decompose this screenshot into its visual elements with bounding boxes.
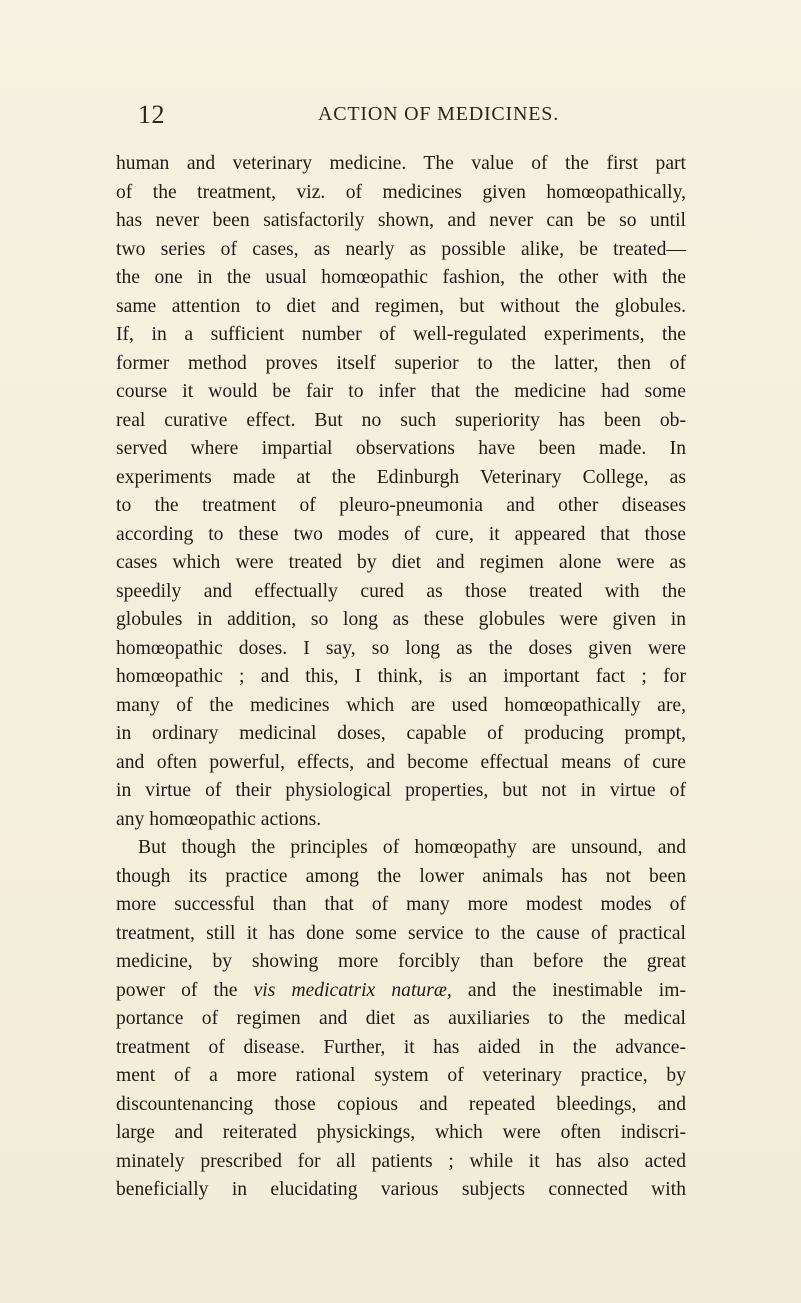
text-line: and often powerful, effects, and become effectual means of cure: [116, 751, 686, 773]
text-line: served where impartial observations have been made. In: [116, 438, 686, 459]
text-segment: and the inestimable im-: [467, 979, 686, 1001]
text-line: experiments made at the Edinburgh Veterinary College, as: [116, 466, 686, 488]
text-line: the one in the usual homœopathic fashion, the other with the: [116, 267, 686, 288]
text-line: discountenancing those copious and repeated bleedings, and: [116, 1093, 686, 1115]
text-line: beneficially in elucidating various subjects connected with: [116, 1179, 686, 1200]
text-line: to the treatment of pleuro-pneumonia and other diseases: [116, 495, 686, 516]
text-line: two series of cases, as nearly as possible alike, be treated—: [116, 238, 686, 260]
text-line: course it would be fair to infer that the medicine had some: [116, 381, 686, 402]
paragraph-start-line: But though the principles of homœopathy are unsound, and: [138, 837, 686, 858]
text-line: cases which were treated by diet and regimen alone were as: [116, 552, 686, 573]
text-segment: power of the: [116, 979, 238, 1001]
text-line: portance of regimen and diet as auxiliaries to the medical: [116, 1008, 686, 1029]
running-head: [138, 100, 658, 132]
text-line: homœopathic ; and this, I think, is an important fact ; for: [116, 666, 686, 687]
text-line: has never been satisfactorily shown, and never can be so until: [116, 210, 686, 231]
text-line: If, in a sufficient number of well-regulated experiments, the: [116, 324, 686, 345]
text-line: in virtue of their physiological properties, but not in virtue of: [116, 780, 686, 801]
text-line: former method proves itself superior to the latter, then of: [116, 352, 686, 374]
running-title: ACTION OF MEDICINES.: [318, 103, 559, 125]
text-line: minately prescribed for all patients ; while it has also acted: [116, 1150, 686, 1172]
text-line: large and reiterated physickings, which were often indiscri-: [116, 1122, 686, 1143]
latin-phrase: vis medicatrix naturæ,: [253, 979, 452, 1001]
text-line: medicine, by showing more forcibly than before the great: [116, 951, 686, 972]
text-line: treatment of disease. Further, it has aided in the advance-: [116, 1036, 686, 1058]
text-line: same attention to diet and regimen, but without the globules.: [116, 295, 686, 317]
text-line: though its practice among the lower animals has not been: [116, 865, 686, 887]
text-line-with-italic: [116, 977, 686, 1006]
body-text: [116, 150, 686, 1205]
text-line: real curative effect. But no such superiority has been ob-: [116, 409, 686, 431]
text-line: according to these two modes of cure, it appeared that those: [116, 523, 686, 545]
text-line: ment of a more rational system of veterinary practice, by: [116, 1065, 686, 1086]
text-line: treatment, still it has done some service to the cause of practical: [116, 922, 686, 944]
text-line: human and veterinary medicine. The value of the first part: [116, 153, 686, 174]
text-line: more successful than that of many more modest modes of: [116, 894, 686, 915]
text-line: homœopathic doses. I say, so long as the doses given were: [116, 637, 686, 659]
text-line: in ordinary medicinal doses, capable of producing prompt,: [116, 723, 686, 744]
paragraph-end-line: any homœopathic actions.: [116, 808, 322, 830]
text-line: of the treatment, viz. of medicines given homœopathically,: [116, 181, 686, 203]
page-number: 12: [138, 100, 165, 129]
text-line: speedily and effectually cured as those treated with the: [116, 580, 686, 602]
text-line: globules in addition, so long as these globules were given in: [116, 609, 686, 630]
text-line: many of the medicines which are used homœopathically are,: [116, 694, 686, 716]
